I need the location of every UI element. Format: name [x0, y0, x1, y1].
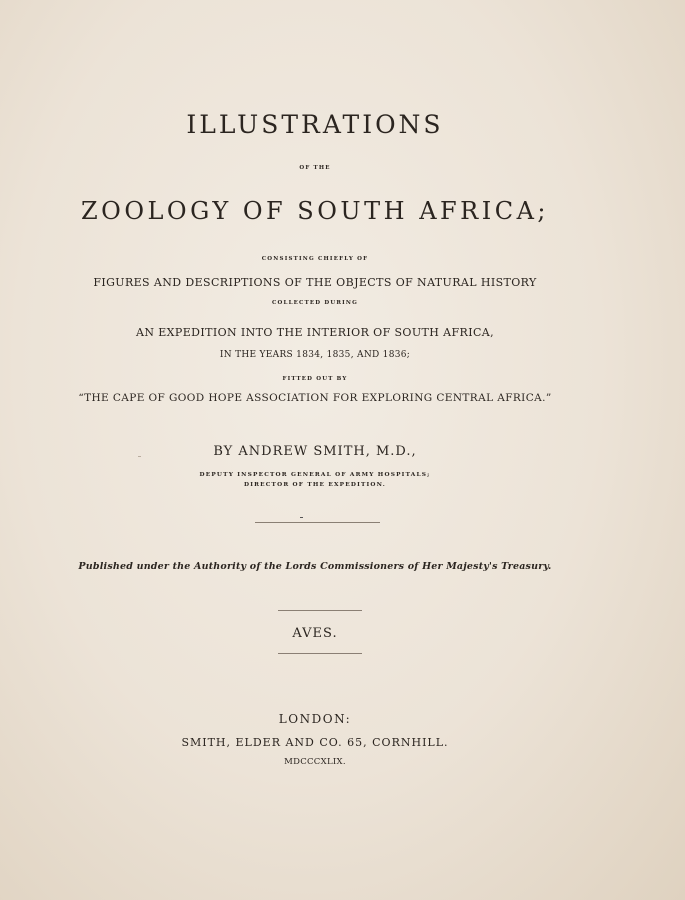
fitted-line: FITTED OUT BY — [282, 376, 348, 382]
collected-line: COLLECTED DURING — [271, 300, 359, 306]
ornament-mark — [300, 517, 303, 518]
figures-line: FIGURES AND DESCRIPTIONS OF THE OBJECTS OF NATURAL HISTORY — [93, 276, 537, 289]
author-line: BY ANDREW SMITH, M.D., — [213, 444, 417, 459]
publisher-line: SMITH, ELDER AND CO. 65, CORNHILL. — [181, 736, 449, 749]
main-title: ILLUSTRATIONS — [186, 110, 444, 139]
association-line: “THE CAPE OF GOOD HOPE ASSOCIATION FOR EXPLORING CENTRAL AFRICA.” — [78, 392, 552, 404]
divider-rule-3 — [278, 653, 362, 654]
expedition-line: AN EXPEDITION INTO THE INTERIOR OF SOUTH AFRICA, — [135, 326, 495, 339]
divider-rule-1 — [255, 522, 380, 523]
year-line: MDCCCXLIX. — [284, 757, 346, 767]
author-title-2: DIRECTOR OF THE EXPEDITION. — [243, 482, 387, 488]
divider-rule-2 — [278, 610, 362, 611]
stray-mark — [138, 456, 141, 457]
city-line: LONDON: — [278, 712, 352, 726]
of-the-line: OF THE — [299, 165, 331, 171]
subject-title: ZOOLOGY OF SOUTH AFRICA; — [80, 197, 550, 225]
years-line: IN THE YEARS 1834, 1835, AND 1836; — [219, 350, 411, 360]
published-line: Published under the Authority of the Lords Commissioners of Her Majesty's Treasury. — [78, 561, 552, 572]
consisting-line: CONSISTING CHIEFLY OF — [261, 256, 369, 262]
author-title-1: DEPUTY INSPECTOR GENERAL OF ARMY HOSPITALS; — [199, 472, 431, 478]
section-title: AVES. — [292, 626, 338, 641]
